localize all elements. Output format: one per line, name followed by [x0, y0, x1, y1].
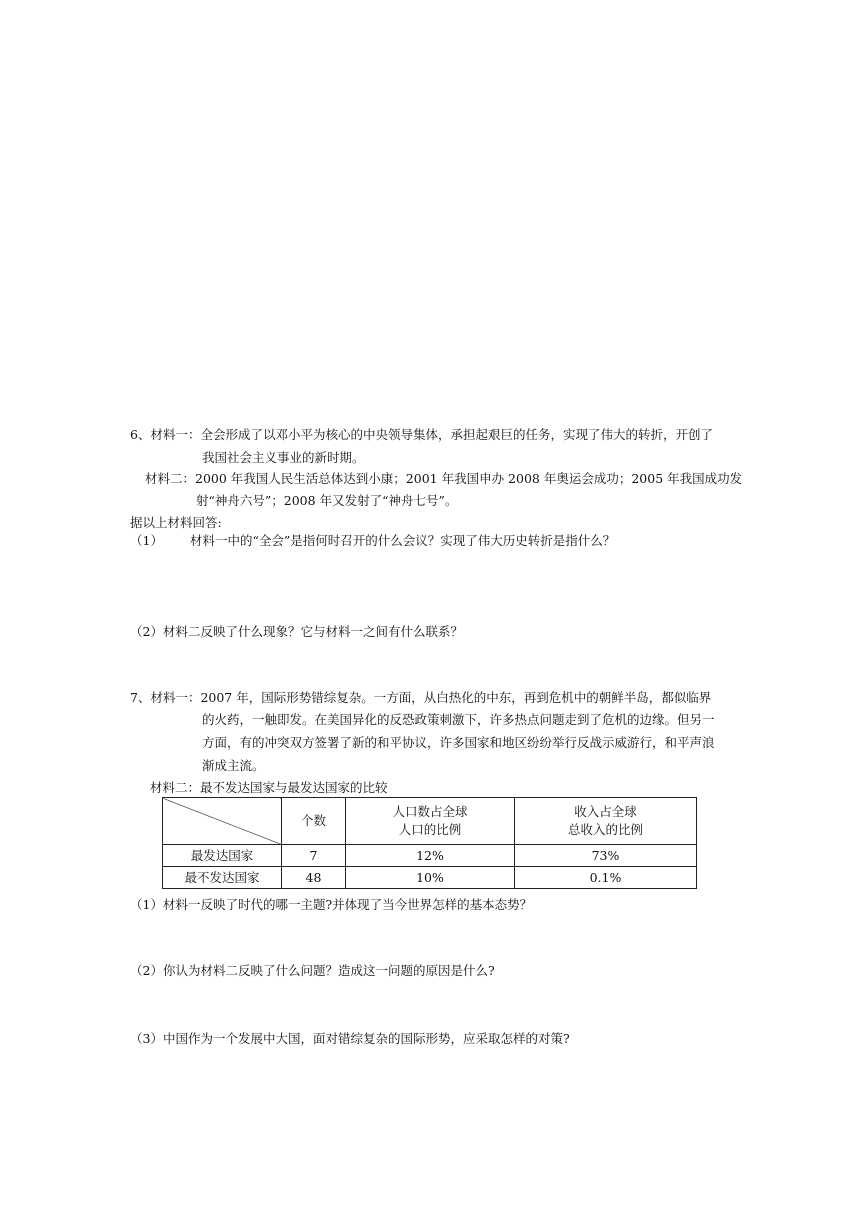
comparison-table: [162, 797, 697, 889]
row-income: 73%: [515, 845, 697, 867]
table-row: [163, 845, 697, 867]
row-count: 7: [282, 845, 346, 867]
q6-material1-line1: 6、材料一：全会形成了以邓小平为核心的中央领导集体，承担起艰巨的任务，实现了伟大的转折，开创了: [130, 427, 713, 442]
row-population: 12%: [346, 845, 515, 867]
table-corner-cell: [163, 798, 282, 845]
q7-sub3-question: （3）中国作为一个发展中大国，面对错综复杂的国际形势，应采取怎样的对策?: [130, 1031, 570, 1046]
q7-material2-title: 材料二：最不发达国家与最发达国家的比较: [150, 780, 388, 795]
q6-material2-line2: 射“神舟六号”；2008 年又发射了“神舟七号”。: [196, 493, 458, 508]
q7-material1-line2: 的火药，一触即发。在美国异化的反恐政策刺激下，许多热点问题走到了危机的边缘。但另一: [202, 712, 715, 727]
row-population: 10%: [346, 867, 515, 889]
q6-material2-line1: 材料二：2000 年我国人民生活总体达到小康；2001 年我国申办 2008 年奥运会成功；2005 年我国成功发: [145, 471, 743, 486]
q7-sub1-question: （1）材料一反映了时代的哪一主题?并体现了当今世界怎样的基本态势？: [130, 897, 533, 912]
header-population-line1: 人口数占全球: [392, 804, 468, 819]
header-population-line2: 人口的比例: [398, 822, 462, 837]
header-income-line1: 收入占全球: [574, 804, 637, 819]
q6-sub1-number: （1）: [130, 533, 163, 548]
q7-material1-line1: 7、材料一：2007 年，国际形势错综复杂。一方面，从白热化的中东，再到危机中的朝鲜半岛，都似临界: [130, 690, 712, 705]
row-count: 48: [282, 867, 346, 889]
header-population: [346, 798, 515, 845]
header-count: 个数: [282, 798, 346, 845]
q6-sub2-question: （2）材料二反映了什么现象？它与材料一之间有什么联系？: [130, 624, 463, 639]
row-income: 0.1%: [515, 867, 697, 889]
table-header-row: [163, 798, 697, 845]
q6-prompt: 据以上材料回答:: [130, 515, 222, 530]
header-income-line2: 总收入的比例: [567, 822, 643, 837]
q7-material1-line3: 方面，有的冲突双方签署了新的和平协议，许多国家和地区纷纷举行反战示威游行，和平声浪: [202, 735, 715, 750]
table-row: [163, 867, 697, 889]
q7-material1-line4: 渐成主流。: [202, 758, 265, 773]
row-name: 最不发达国家: [163, 867, 282, 889]
q7-sub2-question: （2）你认为材料二反映了什么问题？造成这一问题的原因是什么?: [130, 963, 495, 978]
q6-sub1-question: 材料一中的“全会”是指何时召开的什么会议？实现了伟大历史转折是指什么？: [190, 533, 616, 548]
q6-material1-line2: 我国社会主义事业的新时期。: [202, 450, 365, 465]
header-income: [515, 798, 697, 845]
row-name: 最发达国家: [163, 845, 282, 867]
